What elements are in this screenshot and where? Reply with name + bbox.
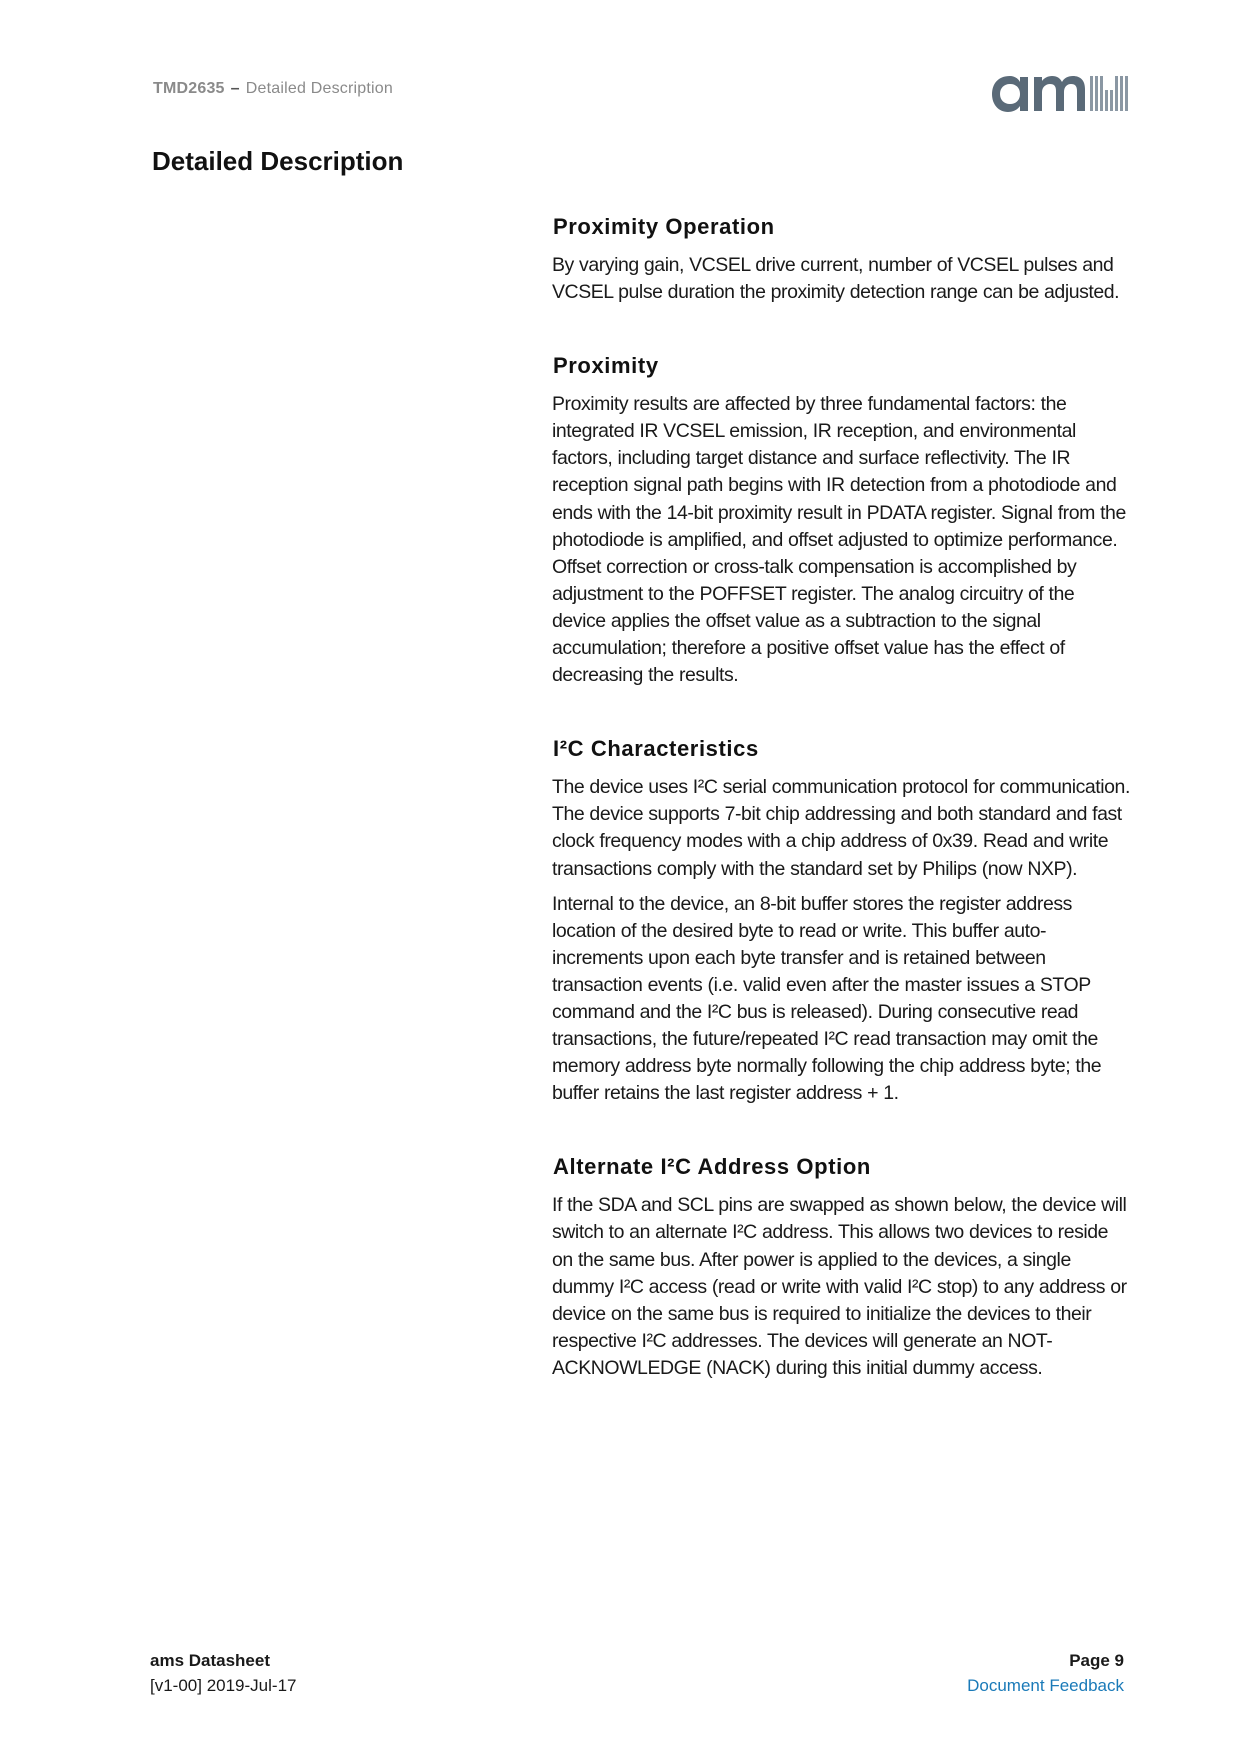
section-i2c-characteristics (552, 734, 1130, 1107)
section-heading: Alternate I²C Address Option (553, 1154, 871, 1180)
header-separator: – (230, 80, 240, 97)
running-header (153, 80, 393, 98)
footer-right (967, 1648, 1124, 1698)
page-title: Detailed Description (152, 146, 404, 176)
footer-left (150, 1648, 296, 1698)
section-paragraph: If the SDA and SCL pins are swapped as shown below, the device will switch to an alternate I²C address. This allows two devices to reside on the same bus. After power is applied to the devices, a single dummy I²C access (read or write with valid I²C stop) to any address or device on the same bus is required to initialize the devices to their respective I²C addresses. The devices will generate an NOT-ACKNOWLEDGE (NACK) during this initial dummy access. (552, 1194, 1127, 1379)
footer-datasheet-title: ams Datasheet (150, 1651, 271, 1670)
section-heading: Proximity (553, 353, 659, 379)
section-paragraph: Proximity results are affected by three fundamental factors: the integrated IR VCSEL emission, IR reception, and environmental factors, including target distance and surface reflectivity. The IR reception signal path begins with IR detection from a photodiode and ends with the 14-bit proximity result in PDATA register. Signal from the photodiode is amplified, and offset adjusted to optimize performance. Offset correction or cross-talk compensation is accomplished by adjustment to the POFFSET register. The analog circuitry of the device applies the offset value as a subtraction to the signal accumulation; therefore a positive offset value has the effect of decreasing the results. (552, 393, 1126, 687)
logo-pattern (1090, 76, 1128, 111)
ams-logo (990, 68, 1135, 116)
page-number: Page 9 (1069, 1651, 1124, 1670)
section-proximity (552, 351, 1130, 689)
section-paragraph: By varying gain, VCSEL drive current, number of VCSEL pulses and VCSEL pulse duration the proximity detection range can be adjusted. (552, 254, 1120, 304)
section-alternate-i2c-address (552, 1152, 1130, 1382)
header-doc-id: TMD2635 (153, 80, 225, 97)
document-feedback-link[interactable]: Document Feedback (967, 1676, 1124, 1695)
section-paragraph: The device uses I²C serial communication protocol for communication. The device supports 7-bit chip addressing and both standard and fast clock frequency modes with a chip address of 0x39. Read and write transactions comply with the standard set by Philips (now NXP). (552, 776, 1130, 880)
footer-version: [v1-00] 2019-Jul-17 (150, 1676, 297, 1695)
section-heading: Proximity Operation (553, 214, 775, 239)
header-section: Detailed Description (245, 80, 393, 97)
section-proximity-operation (552, 212, 1130, 306)
section-paragraph: Internal to the device, an 8-bit buffer stores the register address location of the desired byte to read or write. This buffer auto-increments upon each byte transfer and is retained between transaction events (i.e. valid even after the master issues a STOP command and the I²C bus is released). During consecutive read transactions, the future/repeated I²C read transaction may omit the memory address byte normally following the chip address byte; the buffer retains the last register address + 1. (552, 892, 1102, 1105)
content-column (552, 212, 1130, 1427)
section-heading: I²C Characteristics (553, 736, 759, 762)
